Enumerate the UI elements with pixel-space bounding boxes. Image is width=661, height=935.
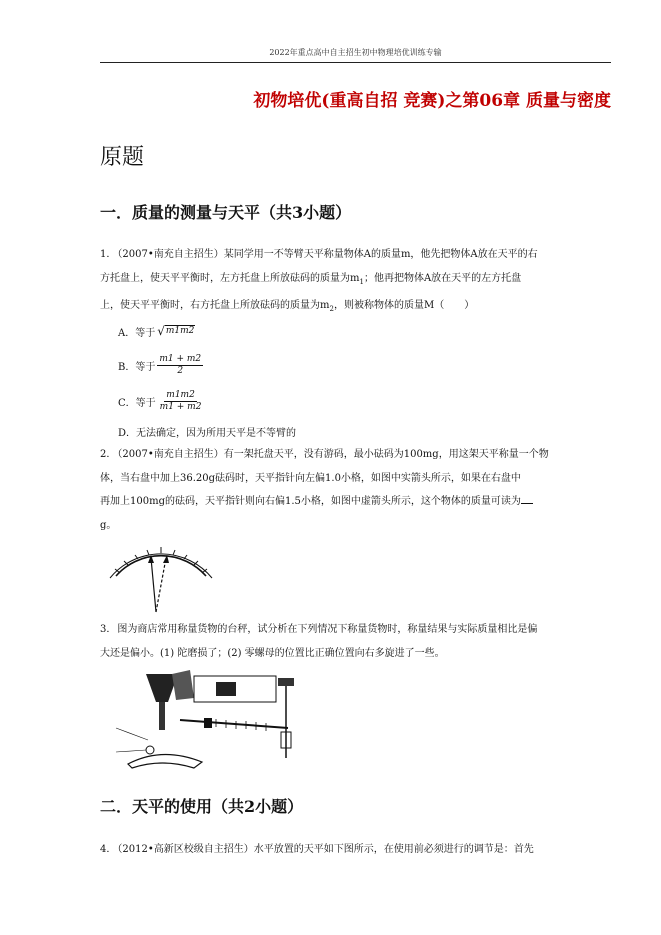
document-title: 初物培优(重高自招 竞赛)之第06章 质量与密度 (253, 91, 611, 111)
question-number: 1． (100, 249, 117, 260)
question-text: ，则被称物体的质量M（ ） (333, 300, 475, 311)
numerator: m1m2 (166, 389, 195, 400)
radicand: m1m2 (165, 326, 195, 336)
denominator: 2 (177, 365, 184, 376)
question-4 (100, 838, 612, 862)
hanger-top (278, 678, 294, 686)
answer-blank (521, 503, 533, 504)
dashed-arrow (156, 558, 166, 612)
counterweight (216, 682, 236, 696)
question-text: 方托盘上，使天平平衡时，左方托盘上所放砝码的质量为m (100, 272, 360, 284)
question-text: （2012•高新区校级自主招生）水平放置的天平如下图所示，在使用前必须进行的调节是：首先 (117, 844, 534, 855)
balance-beam (180, 720, 288, 728)
scale-arc (116, 556, 206, 576)
subscript: 1 (359, 277, 364, 286)
question-number: 2． (100, 449, 117, 460)
scale-ticks (115, 547, 207, 573)
option-label: D．无法确定，因为所用天平是不等臂的 (118, 427, 297, 439)
label-leader (116, 728, 148, 740)
section-heading-original: 原题 (100, 145, 145, 170)
scale-arc-outer (110, 554, 212, 578)
option-a (118, 318, 195, 344)
running-header: 2022年重点高中自主招生初中物理培优训练专输 (269, 48, 442, 57)
question-text: 大还是偏小。(1) 陀磨损了；(2) 零螺母的位置比正确位置向右多旋进了一些。 (100, 647, 445, 659)
numerator: m1 + m2 (159, 353, 202, 364)
scale-base (128, 754, 202, 768)
pan-column (159, 702, 165, 730)
option-c (118, 388, 203, 414)
header-divider (100, 62, 611, 63)
platform-scale-figure (110, 668, 300, 776)
question-number: 4． (100, 844, 117, 855)
section-heading-1: 一．质量的测量与天平（共3小题） (100, 203, 352, 222)
option-label: A．等于 (118, 327, 156, 339)
question-text: 上，使天平平衡时，右方托盘上所放砝码的质量为m (100, 300, 330, 311)
section-heading-2: 二．天平的使用（共2小题） (100, 797, 304, 816)
fraction (157, 354, 203, 377)
option-d (118, 418, 296, 444)
sliding-weight (204, 718, 212, 728)
pan-side (172, 670, 194, 700)
subscript: 2 (329, 305, 334, 313)
sqrt-expression: √ m1m2 (157, 324, 195, 338)
question-text: 体，当右盘中加上36.20g砝码时，天平指针向左偏1.0小格，如图中实箭头所示，如果在右盘中 (100, 472, 521, 484)
question-1 (100, 243, 612, 322)
question-text: ；他再把物体A放在天平的左方托盘 (363, 272, 522, 284)
question-2 (100, 443, 612, 537)
zero-nut (146, 746, 154, 754)
question-text: （2007•南充自主招生）某同学用一不等臂天平称量物体A的质量m，他先把物体A放在天平的右 (117, 249, 538, 260)
question-text: g。 (100, 519, 117, 531)
solid-arrow (151, 558, 156, 612)
question-number: 3． (100, 624, 117, 635)
balance-scale-figure (108, 538, 214, 618)
option-label: C．等于 (118, 397, 156, 409)
question-text: （2007•南充自主招生）有一架托盘天平，没有游码，最小砝码为100mg，用这架天平称量一个物 (117, 449, 549, 460)
option-b (118, 352, 203, 378)
label-leader (116, 750, 146, 752)
denominator: m1 + m2 (159, 401, 202, 412)
option-label: B．等于 (118, 361, 156, 373)
beam-scale-ticks (206, 718, 266, 731)
fraction (158, 390, 204, 413)
question-3 (100, 618, 612, 665)
question-text: 图为商店常用称量货物的台秤，试分析在下列情况下称量货物时，称量结果与实际质量相比是偏 (117, 624, 538, 635)
question-text: 再加上100mg的砝码，天平指针则向右偏1.5小格，如图中虚箭头所示，这个物体的质量可读为 (100, 496, 521, 507)
